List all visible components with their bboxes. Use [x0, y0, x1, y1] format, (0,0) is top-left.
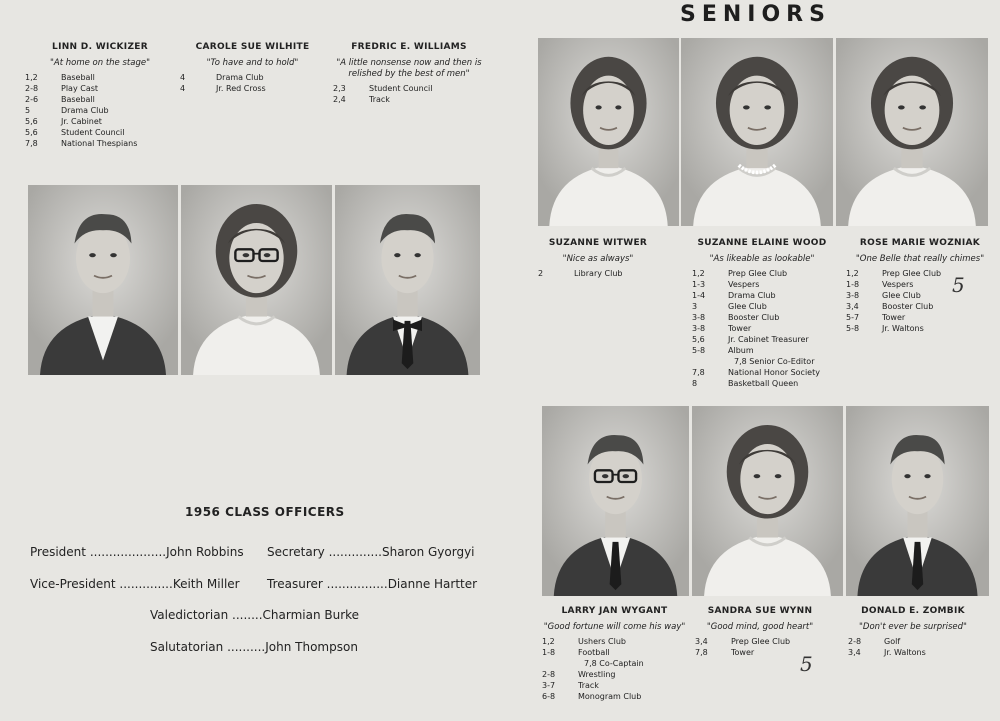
senior-entry-2 [333, 42, 485, 105]
officer-name: Sharon Gyorgyi [381, 545, 475, 559]
senior-quote: "Don't ever be surprised" [859, 622, 967, 632]
activity-years: 1-4 [692, 291, 706, 300]
activity-name: Booster Club [882, 302, 934, 311]
activity-name: Jr. Cabinet Treasurer [728, 335, 809, 344]
leader-dots: ........ [232, 608, 263, 622]
activity-years: 2,4 [333, 95, 346, 104]
class-officers-title: 1956 CLASS OFFICERS [185, 505, 345, 519]
activity-row [25, 94, 175, 105]
activity-row [542, 647, 687, 658]
activity-row [692, 334, 832, 345]
activity-row [25, 116, 175, 127]
activity-row [542, 691, 687, 702]
activity-name: Baseball [61, 95, 95, 104]
activity-name: Library Club [574, 269, 623, 278]
activity-years: 5-7 [846, 313, 860, 322]
activity-name: Jr. Cabinet [61, 117, 102, 126]
activity-years: 8 [692, 379, 698, 388]
activity-years: 5 [25, 106, 31, 115]
activity-years: 3-8 [692, 324, 706, 333]
portrait-photo-suzanne-witwer [538, 38, 679, 226]
activity-years: 3-7 [542, 681, 556, 690]
activity-name: Ushers Club [578, 637, 626, 646]
activity-row [333, 83, 485, 94]
activity-name: Prep Glee Club [728, 269, 788, 278]
senior-name: DONALD E. ZOMBIK [861, 606, 965, 616]
activity-name: Football [578, 648, 610, 657]
activity-row [542, 636, 687, 647]
senior-entry-1 [180, 42, 325, 94]
activity-years: 5,6 [25, 128, 38, 137]
activity-row [692, 301, 832, 312]
activity-row [692, 268, 832, 279]
activity-name: Prep Glee Club [882, 269, 942, 278]
activity-name: Glee Club [728, 302, 767, 311]
senior-entry-5 [846, 238, 994, 334]
senior-name: LINN D. WICKIZER [52, 42, 148, 52]
activity-name: Booster Club [728, 313, 780, 322]
activity-years: 3-8 [692, 313, 706, 322]
officer-treasurer [267, 577, 477, 591]
activity-years: 1-3 [692, 280, 706, 289]
activity-years: 2-8 [542, 670, 556, 679]
activity-name: Album [728, 346, 754, 355]
activity-name: Track [578, 681, 599, 690]
portrait-photo-sandra-wynn [692, 406, 843, 596]
activity-years [542, 658, 578, 669]
activity-row [692, 312, 832, 323]
activity-years: 1-8 [846, 280, 860, 289]
activity-row [180, 83, 325, 94]
activity-row [846, 268, 994, 279]
senior-name: SUZANNE WITWER [548, 238, 648, 248]
officer-name: Charmian Burke [262, 608, 360, 622]
activity-row [692, 367, 832, 378]
activity-row [542, 680, 687, 691]
activity-name: Glee Club [882, 291, 921, 300]
senior-quote: "As likeable as lookable" [709, 254, 815, 264]
activity-years: 7,8 [695, 648, 708, 657]
officer-name: Keith Miller [172, 577, 240, 591]
leader-dots: .......... [227, 640, 266, 654]
activity-row [846, 323, 994, 334]
activity-name: 7,8 Co-Captain [584, 659, 644, 668]
activity-name: Baseball [61, 73, 95, 82]
activity-row [846, 290, 994, 301]
activity-row [848, 636, 978, 647]
activity-name: 7,8 Senior Co-Editor [734, 357, 815, 366]
activity-years: 2 [538, 269, 544, 278]
activity-years: 6-8 [542, 692, 556, 701]
activity-row [180, 72, 325, 83]
senior-quote: "Nice as always" [562, 254, 634, 264]
activity-years: 1-8 [542, 648, 556, 657]
senior-name: FREDRIC E. WILLIAMS [351, 42, 467, 52]
activity-name: National Thespians [61, 139, 138, 148]
activity-name: Vespers [882, 280, 914, 289]
officer-name: John Robbins [166, 545, 244, 559]
activity-years: 3,4 [846, 302, 859, 311]
portrait-photo-larry-wygant [542, 406, 689, 596]
senior-quote: "To have and to hold" [206, 58, 299, 68]
officer-label: Secretary [267, 545, 325, 559]
activity-years: 1,2 [542, 637, 555, 646]
activity-years: 5-8 [846, 324, 860, 333]
handwritten-mark: 5 [800, 652, 813, 676]
activity-years: 1,2 [692, 269, 705, 278]
senior-entry-4 [692, 238, 832, 389]
leader-dots: .............. [119, 577, 173, 591]
leader-dots: .................... [89, 545, 167, 559]
officer-president [30, 545, 244, 559]
officer-label: Vice-President [30, 577, 116, 591]
activity-years [692, 356, 728, 367]
activity-name: Vespers [728, 280, 760, 289]
handwritten-mark: 5 [952, 273, 965, 297]
activity-row [692, 378, 832, 389]
senior-entry-3 [538, 238, 658, 279]
officer-valedictorian [150, 608, 359, 622]
activity-row [25, 138, 175, 149]
activity-name: Play Cast [61, 84, 99, 93]
activity-name: Track [369, 95, 390, 104]
activity-name: Basketball Queen [728, 379, 799, 388]
activity-name: Tower [882, 313, 906, 322]
officer-salutatorian [150, 640, 358, 654]
activity-name: Student Council [61, 128, 125, 137]
activity-years: 2-6 [25, 95, 39, 104]
activity-name: National Honor Society [728, 368, 820, 377]
officer-vice-president [30, 577, 240, 591]
activity-years: 3-8 [846, 291, 860, 300]
activity-row [692, 290, 832, 301]
activity-name: Monogram Club [578, 692, 642, 701]
activity-row [542, 658, 687, 669]
activity-name: Tower [731, 648, 755, 657]
activity-row [695, 636, 825, 647]
senior-name: ROSE MARIE WOZNIAK [859, 238, 981, 248]
activity-row [692, 345, 832, 356]
activity-years: 5,6 [692, 335, 705, 344]
activity-years: 2-8 [848, 637, 862, 646]
officer-label: Salutatorian [150, 640, 224, 654]
officer-label: Treasurer [267, 577, 323, 591]
activity-name: Jr. Waltons [884, 648, 926, 657]
leader-dots: .............. [328, 545, 382, 559]
officer-name: Dianne Hartter [387, 577, 478, 591]
activity-row [25, 72, 175, 83]
activity-row [846, 279, 994, 290]
portrait-photo-rose-wozniak [836, 38, 988, 226]
activity-row [692, 356, 832, 367]
activity-years: 1,2 [846, 269, 859, 278]
activity-years: 2-8 [25, 84, 39, 93]
activity-name: Tower [728, 324, 752, 333]
leader-dots: ................ [326, 577, 388, 591]
activity-row [846, 301, 994, 312]
senior-quote: "Good fortune will come his way" [543, 622, 686, 632]
activity-name: Golf [884, 637, 901, 646]
activity-years: 4 [180, 73, 186, 82]
activity-years: 3,4 [848, 648, 861, 657]
activity-row [25, 127, 175, 138]
activity-years: 1,2 [25, 73, 38, 82]
activity-years: 5-8 [692, 346, 706, 355]
activity-row [848, 647, 978, 658]
portrait-photo-linn-wickizer [28, 185, 178, 375]
activity-name: Drama Club [216, 73, 264, 82]
senior-quote: "One Belle that really chimes" [855, 254, 985, 264]
senior-entry-0 [25, 42, 175, 149]
activity-years: 5,6 [25, 117, 38, 126]
activity-row [25, 105, 175, 116]
activity-name: Prep Glee Club [731, 637, 791, 646]
senior-name: LARRY JAN WYGANT [561, 606, 668, 616]
activity-name: Jr. Waltons [882, 324, 924, 333]
activity-name: Student Council [369, 84, 433, 93]
activity-name: Drama Club [728, 291, 776, 300]
activity-name: Drama Club [61, 106, 109, 115]
officer-label: Valedictorian [150, 608, 229, 622]
officer-secretary [267, 545, 475, 559]
senior-quote: "Good mind, good heart" [706, 622, 814, 632]
officer-name: John Thompson [265, 640, 358, 654]
activity-name: Jr. Red Cross [216, 84, 266, 93]
portrait-photo-carole-wilhite [181, 185, 332, 375]
activity-name: Wrestling [578, 670, 616, 679]
activity-row [538, 268, 658, 279]
activity-row [692, 323, 832, 334]
activity-years: 7,8 [25, 139, 38, 148]
senior-name: CAROLE SUE WILHITE [195, 42, 310, 52]
senior-name: SANDRA SUE WYNN [707, 606, 813, 616]
activity-row [333, 94, 485, 105]
activity-row [846, 312, 994, 323]
activity-years: 2,3 [333, 84, 346, 93]
senior-name: SUZANNE ELAINE WOOD [697, 238, 827, 248]
activity-years: 3,4 [695, 637, 708, 646]
senior-entry-8 [848, 606, 978, 658]
activity-row [25, 83, 175, 94]
page-title: SENIORS [680, 2, 831, 27]
senior-quote: "A little nonsense now and then is relished by the best of men" [336, 58, 482, 79]
activity-years: 7,8 [692, 368, 705, 377]
senior-entry-6 [542, 606, 687, 702]
officer-label: President [30, 545, 86, 559]
portrait-photo-donald-zombik [846, 406, 989, 596]
senior-quote: "At home on the stage" [49, 58, 150, 68]
activity-row [692, 279, 832, 290]
portrait-photo-fredric-williams [335, 185, 480, 375]
activity-years: 3 [692, 302, 698, 311]
senior-entry-7 [695, 606, 825, 658]
activity-years: 4 [180, 84, 186, 93]
portrait-photo-suzanne-wood [681, 38, 833, 226]
activity-row [542, 669, 687, 680]
